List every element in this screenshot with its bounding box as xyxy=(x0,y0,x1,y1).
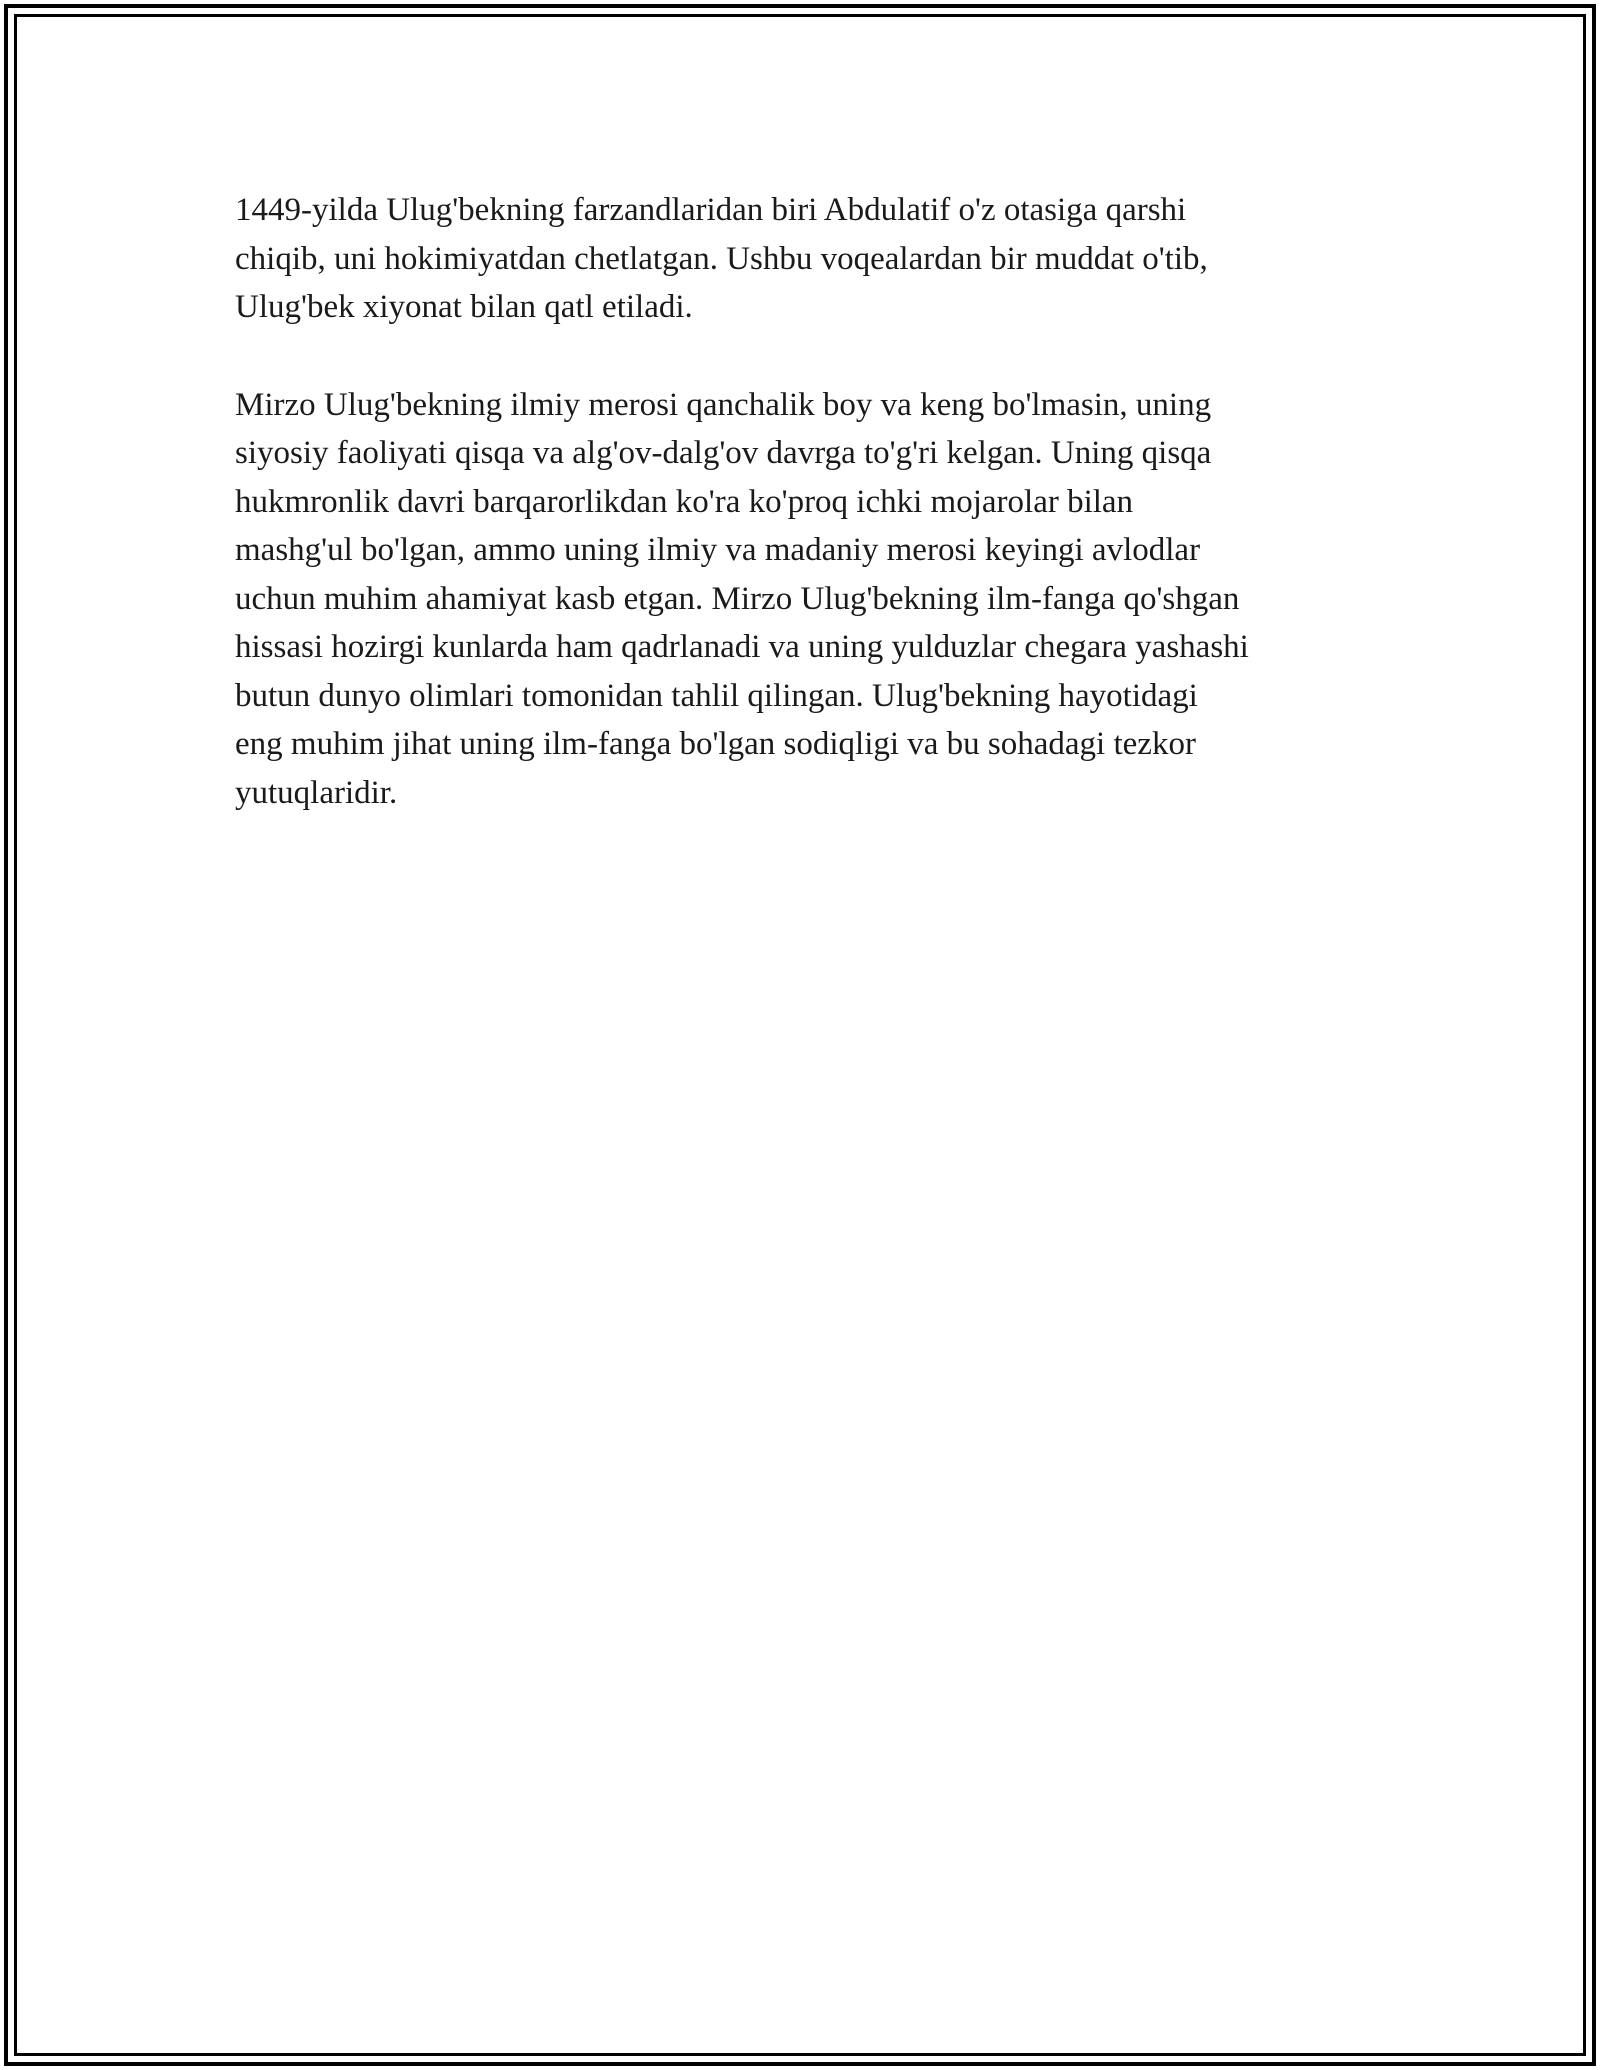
paragraph-2: Mirzo Ulug'bekning ilmiy merosi qanchalik boy va keng bo'lmasin, uning siyosiy faoliyati qisqa va alg'ov-dalg'ov davrga to'g'ri kelgan. Uning qisqa hukmronlik davri barqarorlikdan ko'ra ko'proq ichki mojarolar bilan mashg'ul bo'lgan, ammo uning ilmiy va madaniy merosi keyingi avlodlar uchun muhim ahamiyat kasb etgan. Mirzo Ulug'bekning ilm-fanga qo'shgan hissasi hozirgi kunlarda ham qadrlanadi va uning yulduzlar chegara yashashi butun dunyo olimlari tomonidan tahlil qilingan. Ulug'bekning hayotidagi eng muhim jihat uning ilm-fanga bo'lgan sodiqligi va bu sohadagi tezkor yutuqlaridir. xyxy=(235,386,1249,811)
paragraph-1: 1449-yilda Ulug'bekning farzandlaridan biri Abdulatif o'z otasiga qarshi chiqib, uni hokimiyatdan chetlatgan. Ushbu voqealardan bir muddat o'tib, Ulug'bek xiyonat bilan qatl etiladi. xyxy=(235,192,1208,325)
document-body xyxy=(235,186,1385,866)
